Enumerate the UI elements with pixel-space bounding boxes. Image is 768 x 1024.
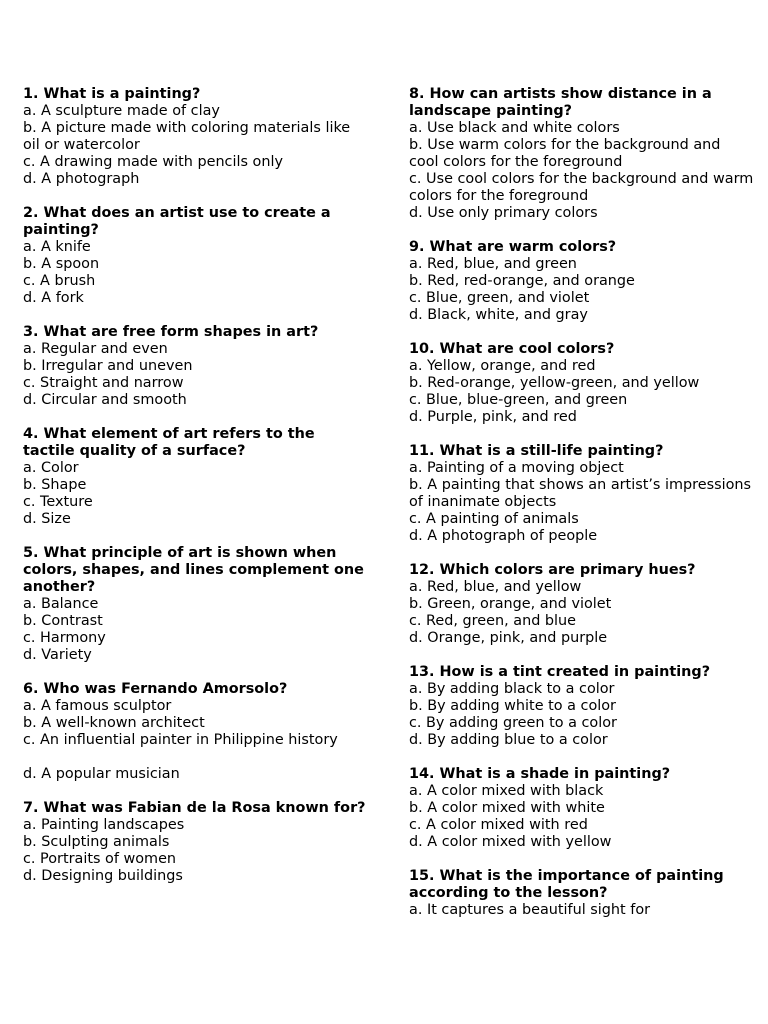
option-c: c. A brush bbox=[23, 273, 96, 289]
option-c: c. An influential painter in Philippine history bbox=[23, 732, 338, 748]
option-c: c. A drawing made with pencils only bbox=[23, 154, 283, 170]
question-text: 13. How is a tint created in painting? bbox=[409, 664, 711, 680]
option-b: b. A picture made with coloring materials like oil or watercolor bbox=[23, 120, 351, 153]
question-4 bbox=[23, 426, 368, 528]
question-8 bbox=[409, 86, 754, 222]
question-9 bbox=[409, 239, 754, 324]
question-text: 3. What are free form shapes in art? bbox=[23, 324, 319, 340]
option-d: d. Use only primary colors bbox=[409, 205, 598, 221]
option-d: d. By adding blue to a color bbox=[409, 732, 608, 748]
option-b: b. Red-orange, yellow-green, and yellow bbox=[409, 375, 700, 391]
option-b: b. Irregular and uneven bbox=[23, 358, 193, 374]
question-3 bbox=[23, 324, 368, 409]
option-c: c. Use cool colors for the background and warm colors for the foreground bbox=[409, 171, 754, 204]
option-b: b. Sculpting animals bbox=[23, 834, 170, 850]
question-12 bbox=[409, 562, 754, 647]
question-text: 12. Which colors are primary hues? bbox=[409, 562, 696, 578]
option-d: d. Purple, pink, and red bbox=[409, 409, 577, 425]
question-15 bbox=[409, 868, 754, 919]
option-a: a. Balance bbox=[23, 596, 99, 612]
option-b: b. Green, orange, and violet bbox=[409, 596, 612, 612]
option-b: b. Shape bbox=[23, 477, 87, 493]
question-text: 2. What does an artist use to create a painting? bbox=[23, 205, 331, 238]
option-d: d. A color mixed with yellow bbox=[409, 834, 612, 850]
option-a: a. A sculpture made of clay bbox=[23, 103, 220, 119]
question-text: 9. What are warm colors? bbox=[409, 239, 617, 255]
left-column bbox=[23, 86, 368, 902]
option-c: c. A painting of animals bbox=[409, 511, 579, 527]
question-text: 1. What is a painting? bbox=[23, 86, 201, 102]
option-d: d. A photograph bbox=[23, 171, 140, 187]
question-10 bbox=[409, 341, 754, 426]
option-c: c. Blue, blue-green, and green bbox=[409, 392, 628, 408]
option-a: a. Regular and even bbox=[23, 341, 168, 357]
option-c: c. Blue, green, and violet bbox=[409, 290, 590, 306]
option-a: a. Color bbox=[23, 460, 79, 476]
option-d: d. Black, white, and gray bbox=[409, 307, 588, 323]
option-b: b. Contrast bbox=[23, 613, 103, 629]
option-a: a. Use black and white colors bbox=[409, 120, 620, 136]
option-a: a. By adding black to a color bbox=[409, 681, 615, 697]
question-5 bbox=[23, 545, 368, 664]
option-a: a. A famous sculptor bbox=[23, 698, 172, 714]
option-a: a. Yellow, orange, and red bbox=[409, 358, 596, 374]
option-c: c. Straight and narrow bbox=[23, 375, 184, 391]
question-text: 15. What is the importance of painting according to the lesson? bbox=[409, 868, 724, 901]
option-c: c. By adding green to a color bbox=[409, 715, 617, 731]
option-b: b. A well-known architect bbox=[23, 715, 205, 731]
question-text: 4. What element of art refers to the tactile quality of a surface? bbox=[23, 426, 315, 459]
question-14 bbox=[409, 766, 754, 851]
question-13 bbox=[409, 664, 754, 749]
question-11 bbox=[409, 443, 754, 545]
option-d: d. Size bbox=[23, 511, 71, 527]
option-b: b. Use warm colors for the background and cool colors for the foreground bbox=[409, 137, 721, 170]
option-b: b. A color mixed with white bbox=[409, 800, 605, 816]
question-text: 8. How can artists show distance in a landscape painting? bbox=[409, 86, 712, 119]
question-7 bbox=[23, 800, 368, 885]
question-6 bbox=[23, 681, 368, 783]
option-c: c. Texture bbox=[23, 494, 93, 510]
option-a: a. Painting of a moving object bbox=[409, 460, 624, 476]
option-c: c. Portraits of women bbox=[23, 851, 177, 867]
option-d: d. Variety bbox=[23, 647, 92, 663]
option-c: c. Harmony bbox=[23, 630, 106, 646]
option-b: b. A spoon bbox=[23, 256, 100, 272]
option-a: a. Painting landscapes bbox=[23, 817, 185, 833]
question-2 bbox=[23, 205, 368, 307]
option-b: b. Red, red-orange, and orange bbox=[409, 273, 635, 289]
option-a: a. Red, blue, and green bbox=[409, 256, 577, 272]
question-text: 6. Who was Fernando Amorsolo? bbox=[23, 681, 288, 697]
option-d: d. Circular and smooth bbox=[23, 392, 187, 408]
option-a: a. Red, blue, and yellow bbox=[409, 579, 582, 595]
option-b: b. By adding white to a color bbox=[409, 698, 616, 714]
right-column bbox=[409, 86, 754, 936]
question-1 bbox=[23, 86, 368, 188]
option-d: d. A fork bbox=[23, 290, 84, 306]
question-text: 7. What was Fabian de la Rosa known for? bbox=[23, 800, 366, 816]
question-text: 5. What principle of art is shown when colors, shapes, and lines complement one another? bbox=[23, 545, 364, 595]
question-text: 10. What are cool colors? bbox=[409, 341, 615, 357]
option-a: a. A color mixed with black bbox=[409, 783, 604, 799]
option-d: d. A photograph of people bbox=[409, 528, 598, 544]
question-text: 14. What is a shade in painting? bbox=[409, 766, 671, 782]
option-c: c. A color mixed with red bbox=[409, 817, 588, 833]
option-d: d. Designing buildings bbox=[23, 868, 183, 884]
question-text: 11. What is a still-life painting? bbox=[409, 443, 664, 459]
option-b: b. A painting that shows an artist’s impressions of inanimate objects bbox=[409, 477, 752, 510]
option-a: a. A knife bbox=[23, 239, 91, 255]
option-a: a. It captures a beautiful sight for bbox=[409, 902, 651, 918]
option-d: d. A popular musician bbox=[23, 766, 180, 782]
option-d: d. Orange, pink, and purple bbox=[409, 630, 608, 646]
option-c: c. Red, green, and blue bbox=[409, 613, 577, 629]
